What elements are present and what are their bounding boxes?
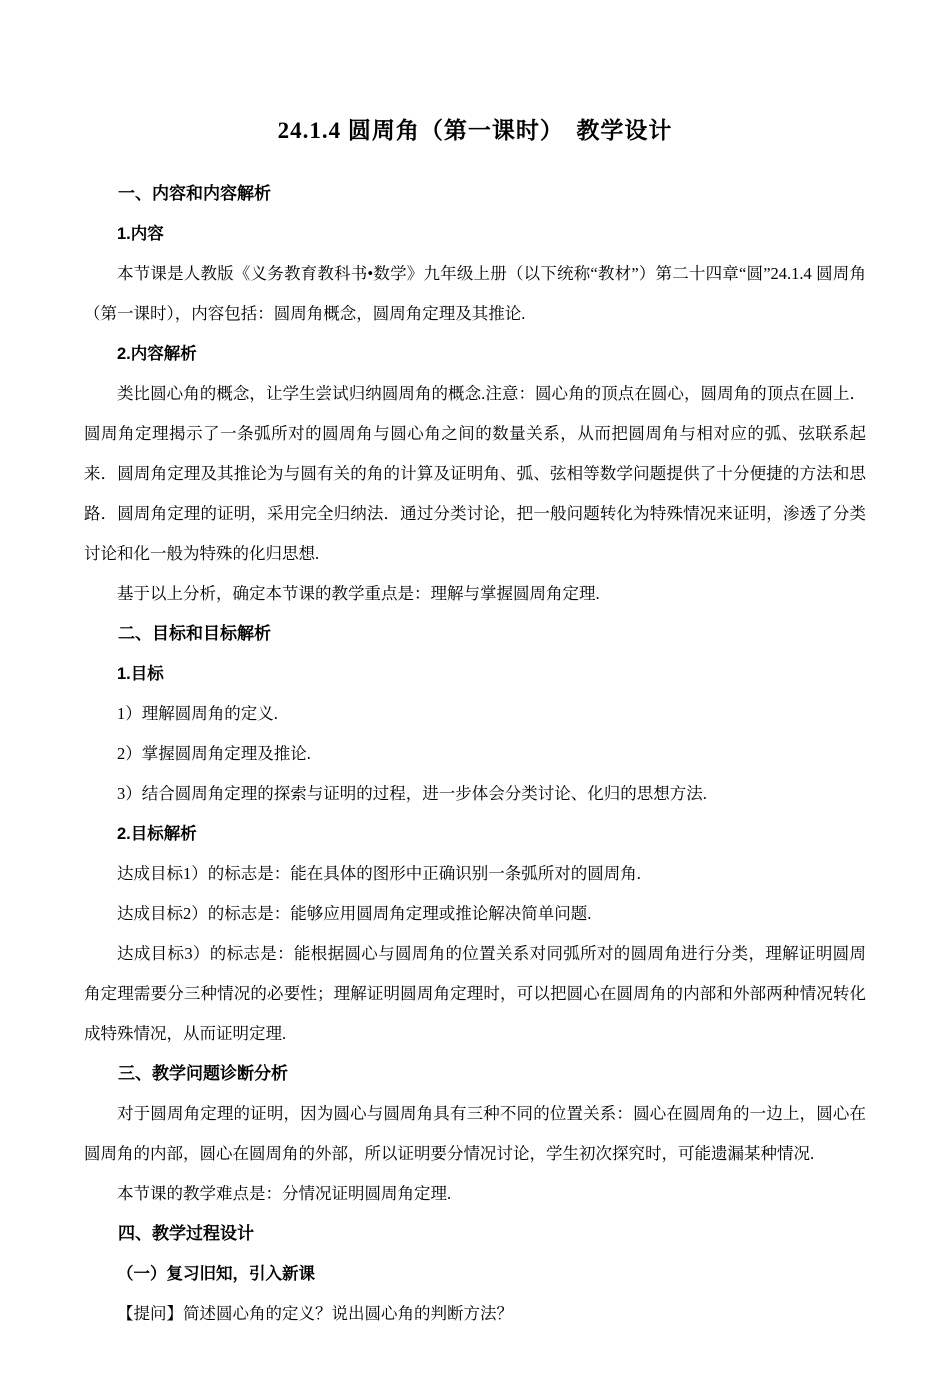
paragraph-problem-diagnosis: 对于圆周角定理的证明，因为圆心与圆周角具有三种不同的位置关系：圆心在圆周角的一边上，圆心在圆周角的内部，圆心在圆周角的外部，所以证明要分情况讨论，学生初次探究时，可能遗漏某种情况. — [84, 1104, 866, 1163]
section-heading-2: 二、目标和目标解析 — [118, 624, 271, 643]
paragraph-goal-2: 2）掌握圆周角定理及推论. — [117, 744, 311, 763]
paragraph-content-analysis: 类比圆心角的概念，让学生尝试归纳圆周角的概念.注意：圆心角的顶点在圆心，圆周角的顶点在圆上．圆周角定理揭示了一条弧所对的圆周角与圆心角之间的数量关系，从而把圆周角与相对应的弧、弦联系起来．圆周角定理及其推论为与圆有关的角的计算及证明角、弧、弦相等数学问题提供了十分便捷的方法和思路．圆周角定理的证明，采用完全归纳法．通过分类讨论，把一般问题转化为特殊情况来证明，渗透了分类讨论和化一般为特殊的化归思想. — [84, 384, 866, 563]
paragraph-goal-analysis-2: 达成目标2）的标志是：能够应用圆周角定理或推论解决简单问题. — [117, 904, 592, 923]
subsection-heading-content-analysis: 2.内容解析 — [117, 345, 197, 363]
paragraph-question-prompt: 【提问】简述圆心角的定义？说出圆心角的判断方法？ — [117, 1304, 513, 1323]
paragraph-teaching-focus: 基于以上分析，确定本节课的教学重点是：理解与掌握圆周角定理. — [117, 584, 600, 603]
paragraph-goal-analysis-1: 达成目标1）的标志是：能在具体的图形中正确识别一条弧所对的圆周角. — [117, 864, 641, 883]
paragraph-goal-3: 3）结合圆周角定理的探索与证明的过程，进一步体会分类讨论、化归的思想方法. — [117, 784, 707, 803]
paragraph-teaching-difficulty: 本节课的教学难点是：分情况证明圆周角定理. — [117, 1184, 452, 1203]
subsection-heading-goal-analysis: 2.目标解析 — [117, 825, 197, 843]
subsection-heading-goals: 1.目标 — [117, 665, 164, 683]
section-heading-3: 三、教学问题诊断分析 — [118, 1064, 288, 1083]
paragraph-goal-1: 1）理解圆周角的定义. — [117, 704, 278, 723]
paragraph-content-intro: 本节课是人教版《义务教育教科书•数学》九年级上册（以下统称“教材”）第二十四章“圆”24.1.4 圆周角（第一课时），内容包括：圆周角概念，圆周角定理及其推论. — [84, 264, 866, 323]
subsection-heading-content: 1.内容 — [117, 225, 164, 243]
subsection-heading-review-intro: （一）复习旧知，引入新课 — [117, 1265, 315, 1283]
section-heading-1: 一、内容和内容解析 — [118, 184, 271, 203]
section-heading-4: 四、教学过程设计 — [118, 1224, 254, 1243]
document-title: 24.1.4 圆周角（第一课时） 教学设计 — [277, 118, 673, 143]
paragraph-goal-analysis-3: 达成目标3）的标志是：能根据圆心与圆周角的位置关系对同弧所对的圆周角进行分类，理解证明圆周角定理需要分三种情况的必要性；理解证明圆周角定理时，可以把圆心在圆周角的内部和外部两种情况转化成特殊情况，从而证明定理. — [84, 944, 866, 1043]
